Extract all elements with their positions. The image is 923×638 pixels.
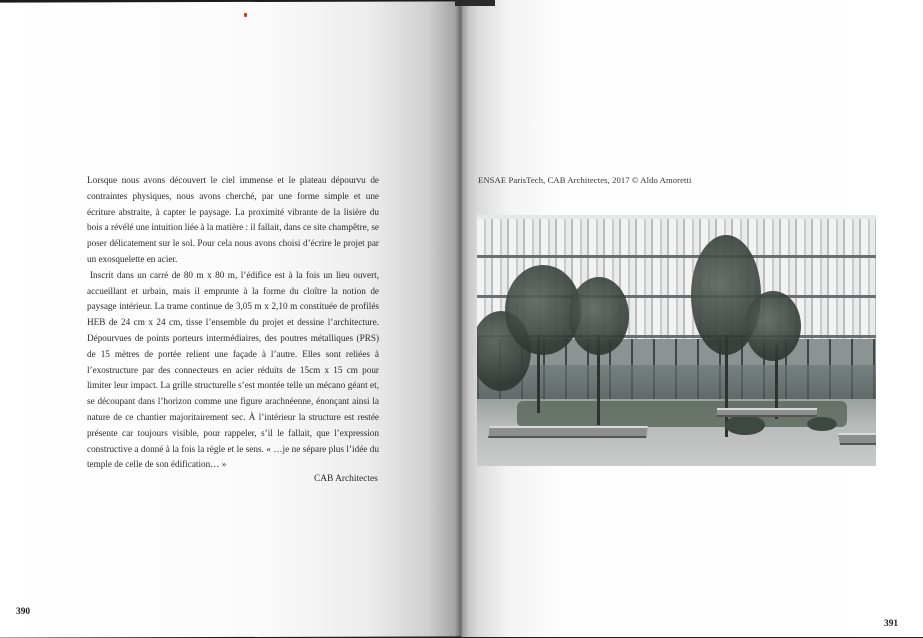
- concrete-bench: [838, 433, 876, 445]
- tree-canopy: [745, 291, 801, 361]
- shrub: [725, 415, 765, 435]
- author-signature: CAB Architectes: [314, 474, 378, 484]
- floor-slab: [477, 255, 876, 258]
- shrub: [807, 417, 837, 431]
- tree-canopy: [569, 277, 629, 355]
- building-photograph: [477, 215, 876, 466]
- photo-caption: ENSAE ParisTech, CAB Architectes, 2017 © Aldo Amoretti: [478, 175, 692, 185]
- body-text: [87, 173, 379, 473]
- book-gutter: [455, 0, 469, 637]
- page-number-left: 390: [16, 607, 31, 617]
- paragraph-2: Inscrit dans un carré de 80 m x 80 m, l’édifice est à la fois un lieu ouvert, accueillant et urbain, mais il emprunte à la forme du cloître la notion de paysage intérieur. La trame continue de 3,05 m x 2,10 m constituée de profilés HEB de 24 cm x 24 cm, tisse l’ensemble du projet et dessine l’architecture. Dépourvues de points porteurs intermédiaires, des poutres métalliques (PRS) de 15 mètres de portée relient une façade à l’autre. Elles sont reliées à l’exostructure par des connecteurs en acier réduits de 15cm x 15 cm pour limiter leur impact. La grille structurelle s’est montée telle un mécano géant et, se découpant dans l’horizon comme une figure arachnéenne, énonçant ainsi la nature de ce chantier majoritairement sec. À l’intérieur la structure est restée présente car toujours visible, pour rappeler, s’il le fallait, que l’expression constructive a donné à la fois la règle et le sens. « …je ne sépare plus l’idée du temple de celle de son édification… »: [87, 269, 379, 470]
- concrete-bench: [717, 408, 817, 417]
- concrete-bench: [488, 426, 648, 438]
- page-number-right: 391: [884, 619, 899, 629]
- red-ink-mark: [244, 13, 247, 17]
- paragraph-1: Lorsque nous avons découvert le ciel immense et le plateau dépourvu de contraintes physiques, nous avons cherché, par une forme simple et une écriture abstraite, à capter le paysage. La proximité vibrante de la lisière du bois a révélé une intuition liée à la matière : il fallait, dans ce site champêtre, se poser délicatement sur le sol. Pour cela nous avons choisi d’écrire le projet par un exosquelette en acier.: [87, 175, 379, 264]
- binding-edge: [455, 0, 495, 6]
